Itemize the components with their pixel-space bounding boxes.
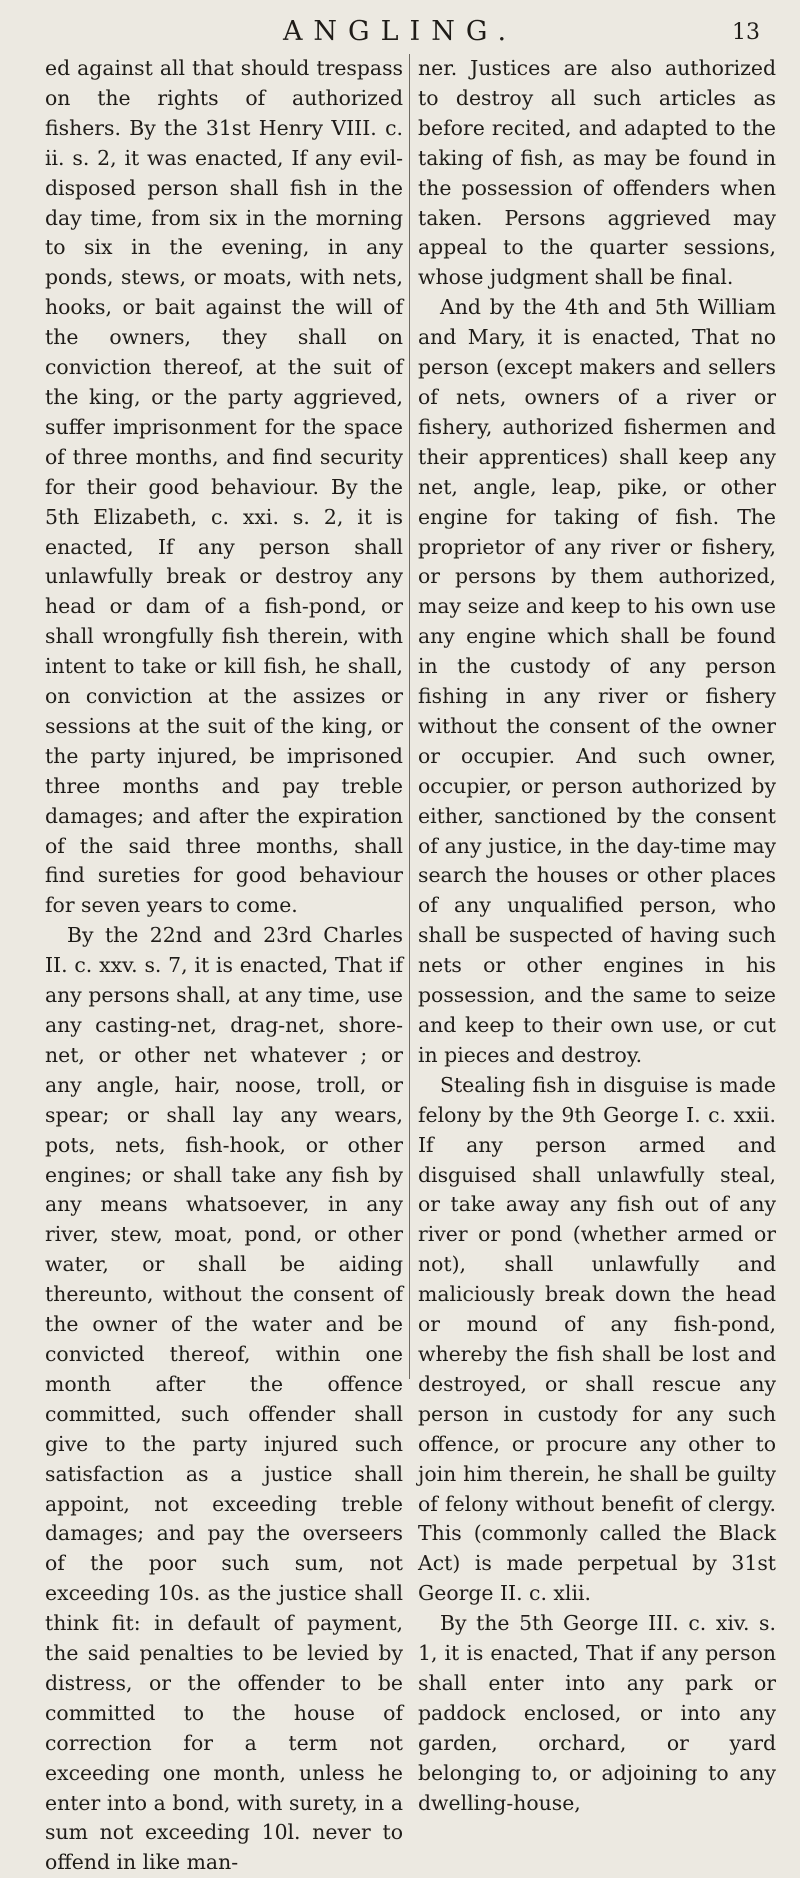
paragraph: Stealing fish in disguise is made felony by the 9th George I. c. xxii. If any person armed and disguised shall unlawfully steal, or take away any fish out of any river or pond (whether armed or not), shall unlawfully and maliciously break down the head or mound of any fish-pond, whereby the fish shall be lost and destroyed, or shall rescue any person in custody for any such offence, or procure any other to join him therein, he shall be guilty of felony without benefit of clergy. This (commonly called the Black Act) is made perpetual by 31st George II. c. xlii. <box>418 1072 776 1606</box>
column-divider <box>409 54 410 1379</box>
paragraph: ner. Justices are also authorized to destroy all such articles as before recited, and adapted to the taking of fish, as may be found in the possession of offenders when taken. Persons aggrieved may appeal to the quarter sessions, whose judgment shall be final. <box>418 56 776 290</box>
left-column <box>45 54 403 1875</box>
paragraph: By the 22nd and 23rd Charles II. c. xxv. s. 7, it is enacted, That if any persons shall, at any time, use any casting-net, drag-net, shore-net, or other net whatever ; or any angle, hair, noose, troll, or spear; or shall lay any wears, pots, nets, fish-hook, or other engines; or shall take any fish by any means whatsoever, in any river, stew, moat, pond, or other water, or shall be aiding thereunto, without the consent of the owner of the water and be convicted thereof, within one month after the offence committed, such offender shall give to the party injured such satisfaction as a justice shall appoint, not exceeding treble damages; and pay the overseers of the poor such sum, not exceeding 10s. as the justice shall think fit: in default of payment, the said penalties to be levied by distress, or the offender to be committed to the house of correction for a term not exceeding one month, unless he enter into a bond, with surety, in a sum not exceeding 10l. never to offend in like man- <box>45 923 403 1875</box>
paragraph: ed against all that should trespass on the rights of authorized fishers. By the 31st Henry VIII. c. ii. s. 2, it was enacted, If any evil-disposed person shall fish in the day time, from six in the morning to six in the evening, in any ponds, stews, or moats, with nets, hooks, or bait against the will of the owners, they shall on conviction thereof, at the suit of the king, or the party aggrieved, suffer imprisonment for the space of three months, and find security for their good behaviour. By the 5th Elizabeth, c. xxi. s. 2, it is enacted, If any person shall unlawfully break or destroy any head or dam of a fish-pond, or shall wrongfully fish therein, with intent to take or kill fish, he shall, on conviction at the assizes or sessions at the suit of the king, or the party injured, be imprisoned three months and pay treble damages; and after the expiration of the said three months, shall find sureties for good behaviour for seven years to come. <box>45 56 403 918</box>
right-column <box>418 54 776 1815</box>
page-header <box>0 16 800 52</box>
running-title: ANGLING. <box>282 16 518 47</box>
paragraph: By the 5th George III. c. xiv. s. 1, it is enacted, That if any person shall enter into any park or paddock enclosed, or into any garden, orchard, or yard belonging to, or adjoining to any dwelling-house, <box>418 1611 776 1815</box>
page-number: 13 <box>732 20 760 45</box>
paragraph: And by the 4th and 5th William and Mary, it is enacted, That no person (except makers and sellers of nets, owners of a river or fishery, authorized fishermen and their apprentices) shall keep any net, angle, leap, pike, or other engine for taking of fish. The proprietor of any river or fishery, or persons by them authorized, may seize and keep to his own use any engine which shall be found in the custody of any person fishing in any river or fishery without the consent of the owner or occupier. And such owner, occupier, or person authorized by either, sanctioned by the consent of any justice, in the day-time may search the houses or other places of any unqualified person, who shall be suspected of having such nets or other engines in his possession, and the same to seize and keep to their own use, or cut in pieces and destroy. <box>418 295 776 1067</box>
